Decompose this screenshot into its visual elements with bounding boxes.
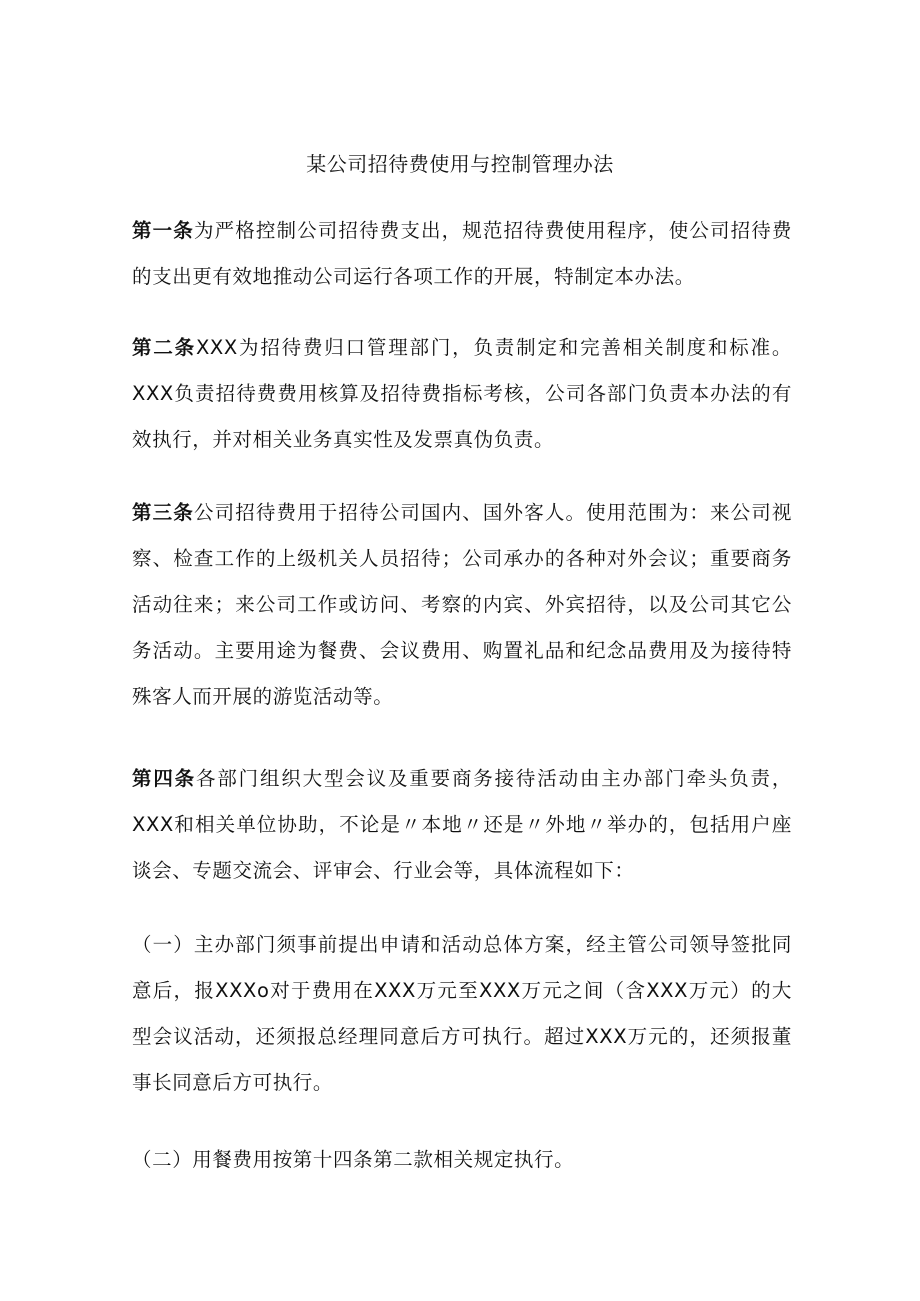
article-heading: 第二条 xyxy=(132,336,196,359)
article-2 xyxy=(132,325,792,463)
list-item-1: （一）主办部门须事前提出申请和活动总体方案，经主管公司领导签批同意后，报XXXo对于费用在XXX万元至XXX万元之间（含XXX万元）的大型会议活动，还须报总经理同意后方可执行。超过XXX万元的，还须报董事长同意后方可执行。 xyxy=(132,933,792,1094)
article-1 xyxy=(132,208,792,300)
article-text: 各部门组织大型会议及重要商务接待活动由主办部门牵头负责，XXX和相关单位协助，不论是〃本地〃还是〃外地〃举办的，包括用户座谈会、专题交流会、评审会、行业会等，具体流程如下： xyxy=(132,767,792,882)
article-4 xyxy=(132,756,792,894)
article-text: 为严格控制公司招待费支出，规范招待费使用程序，使公司招待费的支出更有效地推动公司运行各项工作的开展，特制定本办法。 xyxy=(132,219,792,288)
article-heading: 第三条 xyxy=(132,501,194,524)
article-heading: 第四条 xyxy=(132,767,196,790)
article-text: XXX为招待费归口管理部门，负责制定和完善相关制度和标准。XXX负责招待费费用核算及招待费指标考核，公司各部门负责本办法的有效执行，并对相关业务真实性及发票真伪负责。 xyxy=(132,336,792,451)
article-3 xyxy=(132,490,792,720)
list-item-2: （二）用餐费用按第十四条第二款相关规定执行。 xyxy=(132,1148,575,1171)
document-title: 某公司招待费使用与控制管理办法 xyxy=(306,152,614,176)
article-text: 公司招待费用于招待公司国内、国外客人。使用范围为：来公司视察、检查工作的上级机关人员招待；公司承办的各种对外会议；重要商务活动往来；来公司工作或访问、考察的内宾、外宾招待，以及公司其它公务活动。主要用途为餐费、会议费用、购置礼品和纪念品费用及为接待特殊客人而开展的游览活动等。 xyxy=(132,501,792,708)
article-heading: 第一条 xyxy=(132,219,194,242)
